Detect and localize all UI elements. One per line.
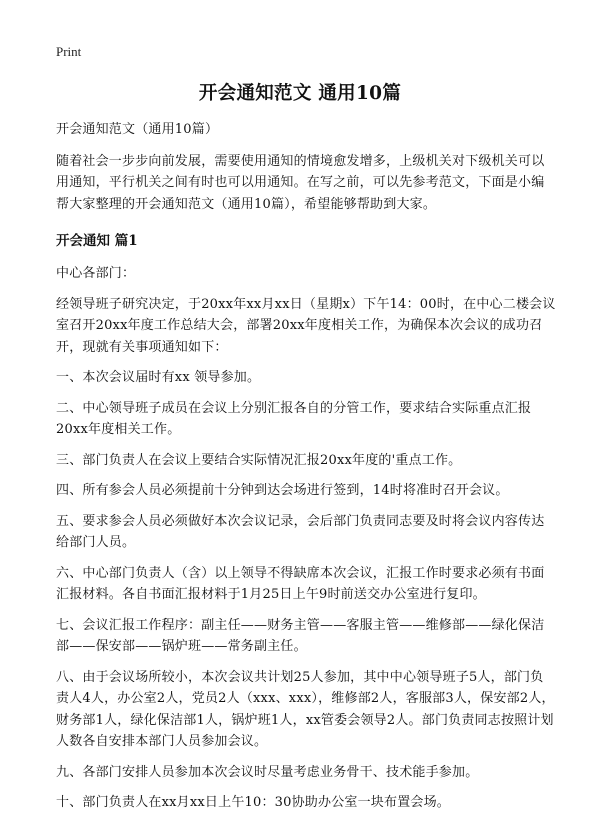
section-heading: 开会通知 篇1 xyxy=(56,233,138,249)
opening-paragraph: 经领导班子研究决定，于20xx年xx月xx日（星期x）下午14：00时，在中心二楼会议室召开20xx年度工作总结大会，部署20xx年度相关工作，为确保本次会议的成功召开，现就有关事项通知如下： xyxy=(56,296,556,355)
document-subtitle: 开会通知范文（通用10篇） xyxy=(56,122,219,137)
list-item: 九、各部门安排人员参加本次会议时尽量考虑业务骨干、技术能手参加。 xyxy=(56,764,479,780)
list-item: 一、本次会议届时有xx 领导参加。 xyxy=(56,370,261,385)
list-item: 二、中心领导班子成员在会议上分别汇报各自的分管工作，要求结合实际重点汇报20xx年度相关工作。 xyxy=(56,400,532,437)
salutation: 中心各部门： xyxy=(56,266,136,281)
print-link[interactable]: Print xyxy=(56,44,82,59)
list-item: 六、中心部门负责人（含）以上领导不得缺席本次会议，汇报工作时要求必须有书面汇报材料。各自书面汇报材料于1月25日上午9时前送交办公室进行复印。 xyxy=(56,565,545,602)
intro-paragraph: 随着社会一步步向前发展，需要使用通知的情境愈发增多，上级机关对下级机关可以用通知，平行机关之间有时也可以用通知。在写之前，可以先参考范文，下面是小编帮大家整理的开会通知范文（通用10篇），希望能够帮助到大家。 xyxy=(56,153,545,212)
page-title: 开会通知范文 通用10篇 xyxy=(198,83,402,104)
list-item: 三、部门负责人在会议上要结合实际情况汇报20xx年度的'重点工作。 xyxy=(56,452,462,468)
list-item: 四、所有参会人员必须提前十分钟到达会场进行签到，14时将准时召开会议。 xyxy=(56,483,509,498)
list-item: 七、会议汇报工作程序：副主任——财务主管——客服主管——维修部——绿化保洁部——保安部——锅炉班——常务副主任。 xyxy=(56,617,545,654)
list-item: 五、要求参会人员必须做好本次会议记录，会后部门负责同志要及时将会议内容传达给部门人员。 xyxy=(56,513,545,550)
list-item: 八、由于会议场所较小，本次会议共计划25人参加，其中中心领导班子5人，部门负责人4人，办公室2人，党员2人（xxx、xxx），维修部2人，客服部3人，保安部2人，财务部1人，绿化保洁部1人，锅炉班1人，xx管委会领导2人。部门负责同志按照计划人数各自安排本部门人员参加会议。 xyxy=(56,669,555,749)
list-item: 十、部门负责人在xx月xx日上午10：30协助办公室一块布置会场。 xyxy=(56,795,451,810)
document-body xyxy=(56,119,556,823)
